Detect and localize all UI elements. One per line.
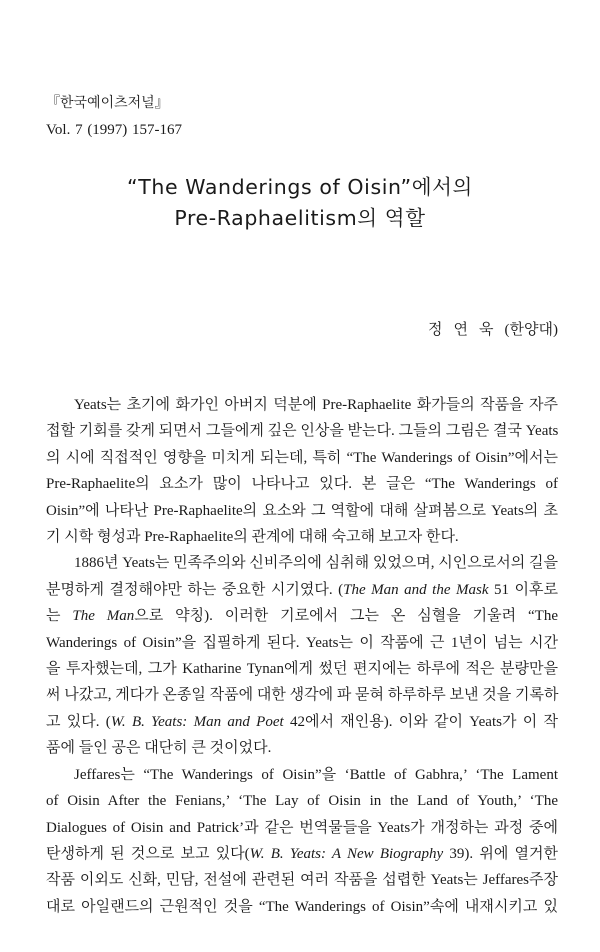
volume-info: Vol. 7 (1997) 157-167 bbox=[46, 122, 183, 138]
text-line: 1886년 Yeats는 민족주의와 신비주의에 심취해 있었으며, 시인으로서의 길을 bbox=[74, 555, 558, 572]
text-line: of Oisin After the Fenians,’ ‘The Lay of Oisin in the Land of Youth,’ ‘The bbox=[46, 793, 558, 810]
text-line: 을 투자했는데, 그가 Katharine Tynan에게 썼던 편지에는 하루에 적은 분량만을 bbox=[46, 661, 558, 678]
cited-title: The Man bbox=[72, 608, 135, 625]
text-span: 고 있다. ( bbox=[46, 713, 111, 730]
text-line: 품에 들인 공은 대단히 큰 것이었다. bbox=[46, 740, 272, 757]
text-line bbox=[46, 603, 558, 629]
journal-name: 『한국예이츠저널』 bbox=[46, 96, 169, 111]
paragraph-1 bbox=[46, 392, 558, 550]
author-byline bbox=[428, 318, 558, 339]
paragraph-2 bbox=[46, 550, 558, 761]
article-title bbox=[0, 172, 600, 234]
text-span: 분명하게 결정해야만 하는 중요한 시기였다. ( bbox=[46, 581, 344, 598]
text-line: 의 시에 직접적인 영향을 미치게 되는데, 특히 “The Wanderings of Oisin”에서는 bbox=[46, 449, 558, 466]
text-span: 42에서 재인용). 이와 같이 Yeats가 이 작 bbox=[283, 713, 559, 730]
text-line: 접할 기회를 갖게 되면서 그들에게 깊은 인상을 받는다. 그들의 그림은 결국 Yeats bbox=[46, 423, 559, 440]
text-line: Dialogues of Oisin and Patrick’과 같은 번역물들을 Yeats가 개정하는 과정 중에 bbox=[46, 819, 558, 836]
title-line-2: Pre-Raphaelitism의 역할 bbox=[174, 206, 426, 230]
text-line: Yeats는 초기에 화가인 아버지 덕분에 Pre-Raphaelite 화가들의 작품을 자주 bbox=[74, 397, 558, 413]
cited-title: W. B. Yeats: A New Biography bbox=[249, 845, 444, 862]
text-line bbox=[46, 577, 558, 603]
text-line: 기 시학 형성과 Pre-Raphaelite의 관계에 대해 숙고해 보고자 한다. bbox=[46, 529, 459, 546]
cited-title: The Man and the Mask bbox=[343, 581, 489, 598]
text-line: Wanderings of Oisin”을 집필하게 된다. Yeats는 이 작품에 근 1년이 넘는 시간 bbox=[46, 634, 558, 651]
text-line: 써 나갔고, 게다가 온종일 작품에 대한 생각에 파 묻혀 하루하루 보낸 것을 기록하 bbox=[46, 687, 559, 704]
author-name: 정연욱 bbox=[428, 322, 505, 338]
text-span: 탄생하게 된 것으로 보고 있다( bbox=[46, 845, 250, 862]
text-line: Oisin”에 나타난 Pre-Raphaelite의 요소와 그 역할에 대해 살펴봄으로 Yeats의 초 bbox=[46, 502, 558, 519]
cited-title: W. B. Yeats: Man and Poet bbox=[110, 713, 284, 730]
paragraph-3 bbox=[46, 762, 558, 920]
text-line bbox=[46, 841, 558, 867]
text-line: Jeffares는 “The Wanderings of Oisin”을 ‘Battle of Gabhra,’ ‘The Lament bbox=[74, 766, 558, 783]
text-span: 39). 위에 열거한 bbox=[443, 845, 558, 862]
text-span: 으로 약칭). 이러한 기로에서 그는 온 심혈을 기울려 “The bbox=[134, 608, 558, 625]
text-span: 51 이후로 bbox=[488, 581, 558, 598]
text-line bbox=[46, 709, 558, 735]
text-span: 는 bbox=[46, 608, 73, 625]
text-line: 대로 아일랜드의 근원적인 것을 “The Wanderings of Oisin”속에 내재시키고 있 bbox=[46, 898, 558, 915]
article-body bbox=[46, 392, 558, 920]
title-line-1: “The Wanderings of Oisin”에서의 bbox=[127, 175, 473, 199]
text-line: 작품 이외도 신화, 민담, 전설에 관련된 여러 작품을 섭렵한 Yeats는 Jeffares주장 bbox=[46, 872, 558, 889]
author-affiliation: (한양대) bbox=[504, 322, 558, 338]
text-line: Pre-Raphaelite의 요소가 많이 나타나고 있다. 본 글은 “The Wanderings of bbox=[46, 476, 558, 493]
